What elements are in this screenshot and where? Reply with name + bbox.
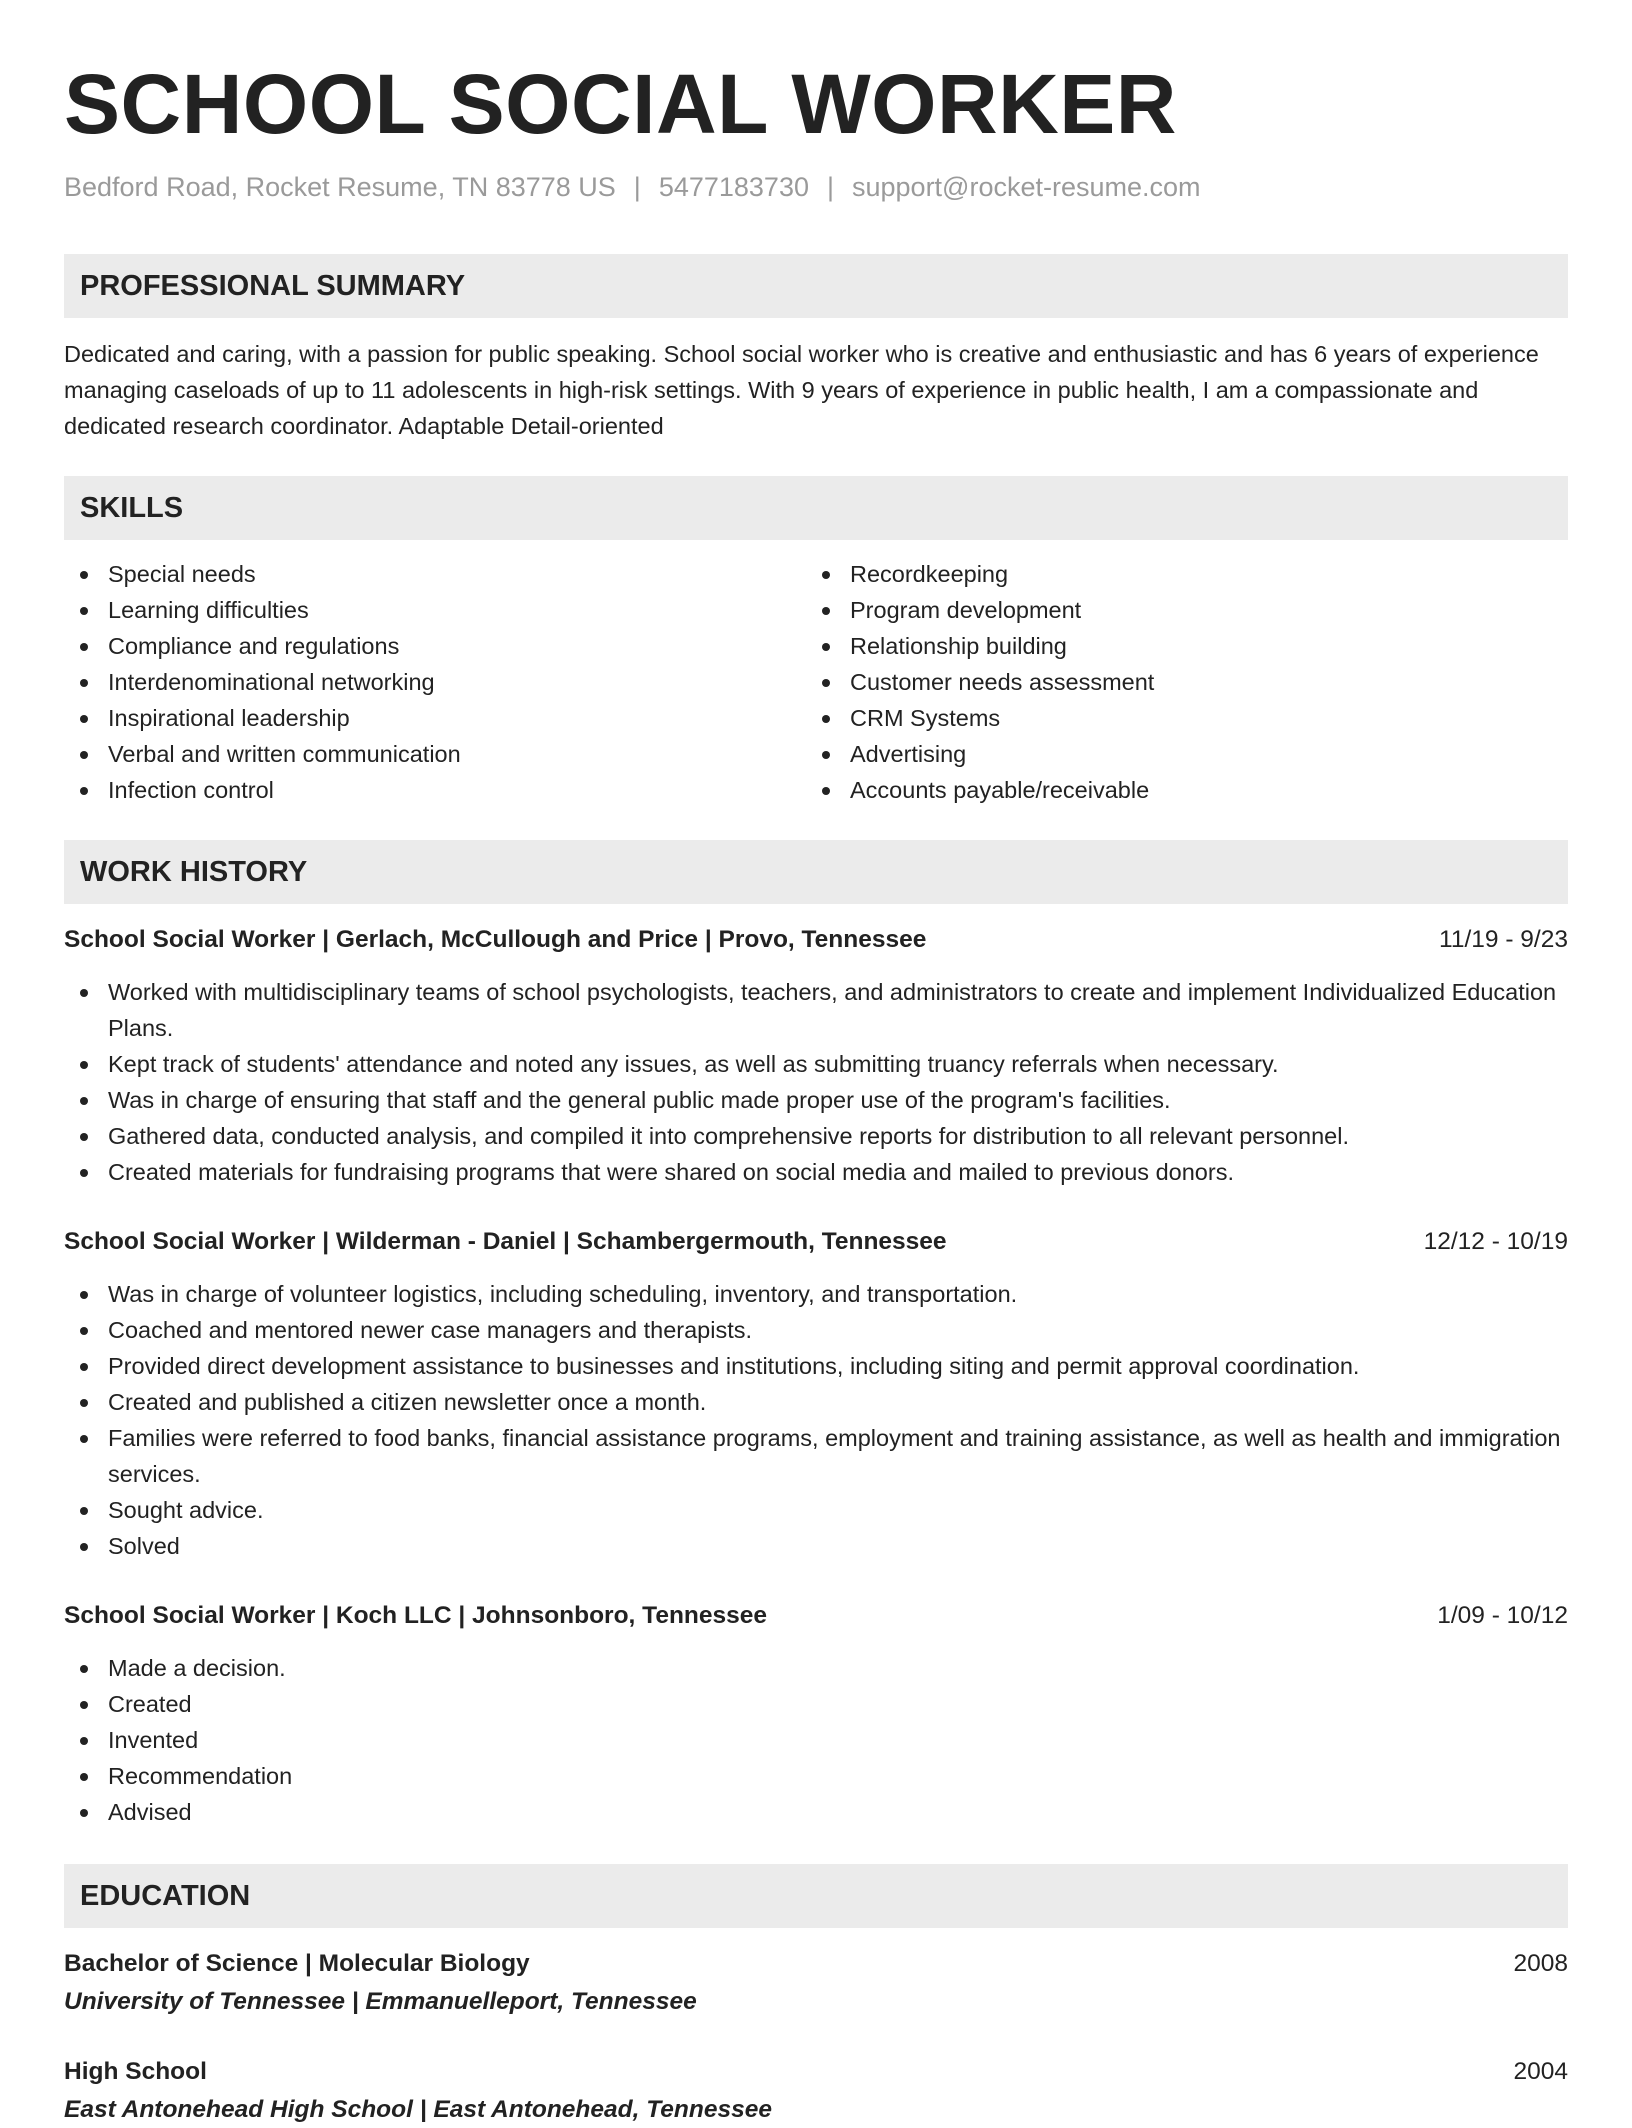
- education-header: [64, 2054, 1568, 2090]
- job-entry: [64, 1224, 1568, 1564]
- job-bullet: Advised: [64, 1794, 1568, 1830]
- skill-item: CRM Systems: [806, 700, 1548, 736]
- job-bullet: Sought advice.: [64, 1492, 1568, 1528]
- job-dates: 12/12 - 10/19: [1423, 1228, 1568, 1255]
- job-entry: [64, 1598, 1568, 1830]
- job-title: School Social Worker | Wilderman - Daniel | Schambergermouth, Tennessee: [64, 1228, 947, 1255]
- skill-item: Inspirational leadership: [64, 700, 806, 736]
- education-year: 2004: [1513, 2058, 1568, 2085]
- skill-item: Compliance and regulations: [64, 628, 806, 664]
- job-bullet: Provided direct development assistance to businesses and institutions, including siting and permit approval coordination.: [64, 1348, 1568, 1384]
- contact-separator: |: [633, 172, 641, 202]
- skills-list: [64, 556, 1568, 808]
- summary-text: Dedicated and caring, with a passion for public speaking. School social worker who is creative and enthusiastic and has 6 years of experience managing caseloads of up to 11 adolescents in high-risk settings. With 9 years of experience in public health, I am a compassionate and dedicated research coordinator. Adaptable Detail-oriented: [64, 341, 1539, 439]
- contact-line: [64, 170, 1568, 204]
- job-bullet: Coached and mentored newer case managers and therapists.: [64, 1312, 1568, 1348]
- job-bullets: [64, 1276, 1568, 1564]
- contact-separator: |: [826, 172, 834, 202]
- contact-address: Bedford Road, Rocket Resume, TN 83778 US: [64, 172, 616, 202]
- job-header: [64, 922, 1568, 958]
- job-bullet: Families were referred to food banks, financial assistance programs, employment and training assistance, as well as health and immigration services.: [64, 1420, 1568, 1492]
- job-bullet: Was in charge of volunteer logistics, including scheduling, inventory, and transportation.: [64, 1276, 1568, 1312]
- job-bullet: Made a decision.: [64, 1650, 1568, 1686]
- job-title: School Social Worker | Koch LLC | Johnsonboro, Tennessee: [64, 1602, 767, 1629]
- job-bullets: [64, 974, 1568, 1190]
- contact-phone: 5477183730: [658, 172, 809, 202]
- job-bullet: Created materials for fundraising programs that were shared on social media and mailed to previous donors.: [64, 1154, 1568, 1190]
- resume-page: [64, 0, 1568, 2128]
- job-bullet: Gathered data, conducted analysis, and compiled it into comprehensive reports for distribution to all relevant personnel.: [64, 1118, 1568, 1154]
- education-header: [64, 1946, 1568, 1982]
- section-heading-work-history: WORK HISTORY: [64, 840, 1568, 904]
- skill-item: Program development: [806, 592, 1548, 628]
- skill-item: Accounts payable/receivable: [806, 772, 1548, 808]
- resume-name: SCHOOL SOCIAL WORKER: [64, 57, 1177, 151]
- education-school: East Antonehead High School | East Antonehead, Tennessee: [64, 2096, 772, 2123]
- skill-item: Verbal and written communication: [64, 736, 806, 772]
- job-bullet: Solved: [64, 1528, 1568, 1564]
- education-school: University of Tennessee | Emmanuelleport, Tennessee: [64, 1988, 697, 2015]
- skill-item: Recordkeeping: [806, 556, 1548, 592]
- education-degree: Bachelor of Science | Molecular Biology: [64, 1950, 530, 1977]
- education-entry: [64, 2054, 1568, 2128]
- job-bullet: Was in charge of ensuring that staff and the general public made proper use of the program's facilities.: [64, 1082, 1568, 1118]
- section-heading-skills: SKILLS: [64, 476, 1568, 540]
- contact-email: support@rocket-resume.com: [852, 172, 1201, 202]
- section-heading-summary: PROFESSIONAL SUMMARY: [64, 254, 1568, 318]
- skills-column-left: [64, 556, 806, 808]
- job-bullet: Kept track of students' attendance and noted any issues, as well as submitting truancy referrals when necessary.: [64, 1046, 1568, 1082]
- job-bullet: Worked with multidisciplinary teams of school psychologists, teachers, and administrators to create and implement Individualized Education Plans.: [64, 974, 1568, 1046]
- job-dates: 1/09 - 10/12: [1437, 1602, 1568, 1629]
- job-bullet: Created: [64, 1686, 1568, 1722]
- skill-item: Customer needs assessment: [806, 664, 1548, 700]
- job-dates: 11/19 - 9/23: [1439, 926, 1568, 953]
- skill-item: Infection control: [64, 772, 806, 808]
- job-entry: [64, 922, 1568, 1190]
- job-header: [64, 1598, 1568, 1634]
- skill-item: Relationship building: [806, 628, 1548, 664]
- job-bullet: Invented: [64, 1722, 1568, 1758]
- skill-item: Interdenominational networking: [64, 664, 806, 700]
- job-title: School Social Worker | Gerlach, McCullough and Price | Provo, Tennessee: [64, 926, 927, 953]
- skill-item: Learning difficulties: [64, 592, 806, 628]
- skill-item: Special needs: [64, 556, 806, 592]
- education-degree: High School: [64, 2058, 207, 2085]
- skill-item: Advertising: [806, 736, 1548, 772]
- job-header: [64, 1224, 1568, 1260]
- education-entry: [64, 1946, 1568, 2020]
- education-year: 2008: [1513, 1950, 1568, 1977]
- section-heading-education: EDUCATION: [64, 1864, 1568, 1928]
- job-bullet: Recommendation: [64, 1758, 1568, 1794]
- job-bullets: [64, 1650, 1568, 1830]
- job-bullet: Created and published a citizen newsletter once a month.: [64, 1384, 1568, 1420]
- skills-column-right: [806, 556, 1548, 808]
